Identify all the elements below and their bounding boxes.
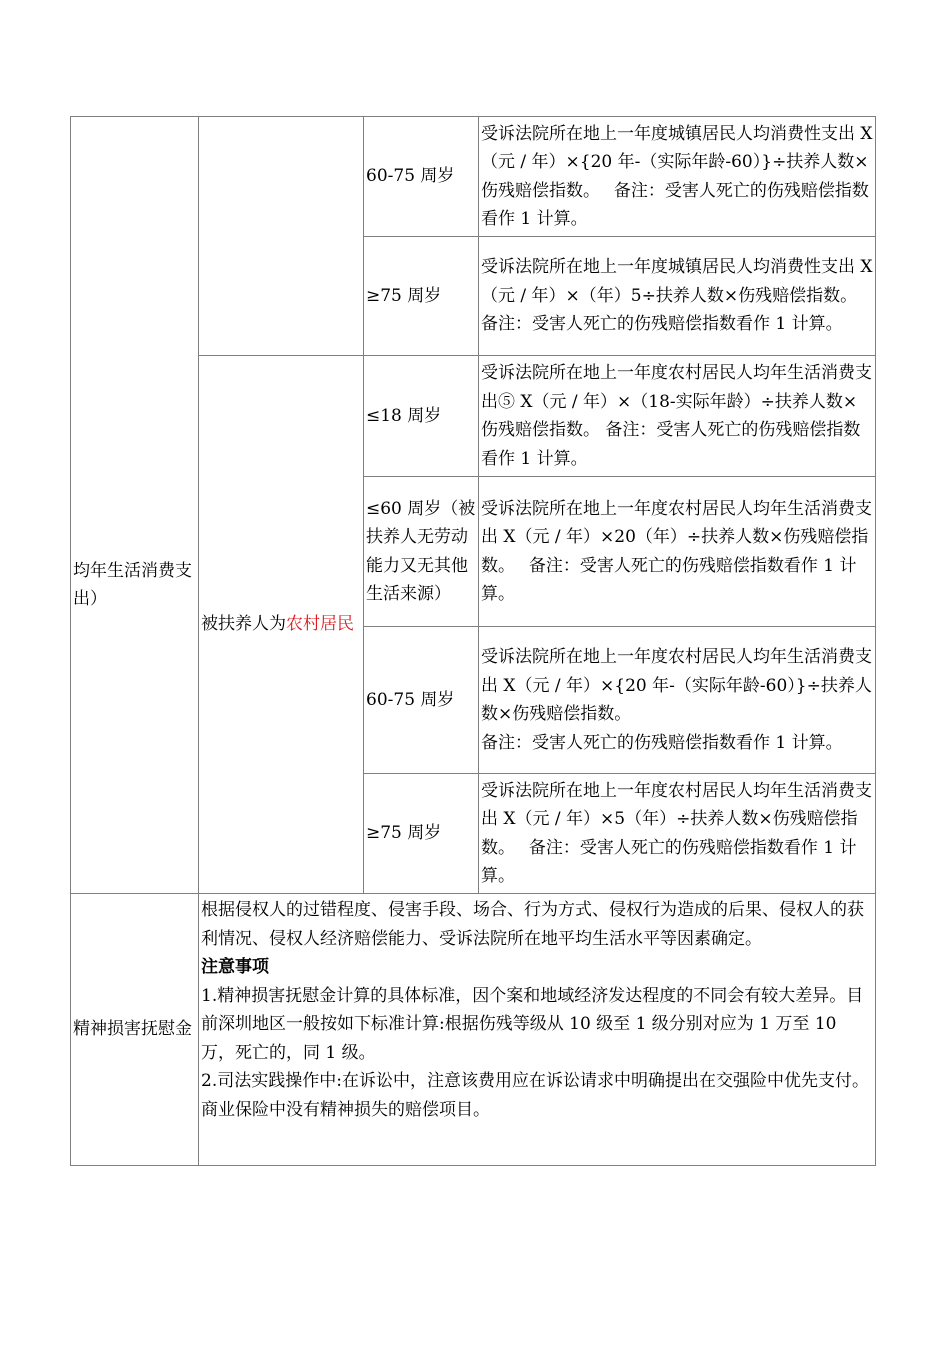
formula-cell xyxy=(479,117,876,237)
age-label: ≤18 周岁 xyxy=(366,405,442,426)
notes-title: 注意事项 xyxy=(201,957,269,977)
age-label: ≥75 周岁 xyxy=(366,823,442,844)
age-cell xyxy=(364,117,479,237)
table-row xyxy=(71,117,876,237)
urban-dependent-cell xyxy=(199,117,364,356)
rural-resident-highlight: 农村居民 xyxy=(286,614,354,635)
rural-dependent-label: 被扶养人为农村居民 xyxy=(201,614,354,635)
formula-text: 受诉法院所在地上一年度农村居民人均年生活消费支出 X（元 / 年）×20（年）÷扶养人数×伤残赔偿指数。 备注：受害人死亡的伤残赔偿指数看作 1 计算。 xyxy=(481,498,872,604)
mental-damage-cell xyxy=(199,894,876,1166)
age-cell xyxy=(364,356,479,477)
table-row xyxy=(71,894,876,1166)
category-cell xyxy=(71,117,199,894)
formula-cell xyxy=(479,237,876,356)
formula-text: 受诉法院所在地上一年度农村居民人均年生活消费支出 X（元 / 年）×5（年）÷扶养人数×伤残赔偿指数。 备注：受害人死亡的伤残赔偿指数看作 1 计算。 xyxy=(481,780,872,886)
category-living-label: 均年生活消费支出） xyxy=(73,560,192,609)
formula-text: 受诉法院所在地上一年度农村居民人均年生活消费支出 X（元 / 年）×{20 年-（实际年龄-60）}÷扶养人数×伤残赔偿指数。 xyxy=(481,647,872,724)
note-2: 2.司法实践操作中:在诉讼中，注意该费用应在诉讼请求中明确提出在交强险中优先支付。商业保险中没有精神损失的赔偿项目。 xyxy=(201,1071,869,1120)
formula-text: 受诉法院所在地上一年度城镇居民人均消费性支出 X（元 / 年）×（年）5÷扶养人数×伤残赔偿指数。 备注：受害人死亡的伤残赔偿指数看作 1 计算。 xyxy=(481,257,873,335)
formula-text: 受诉法院所在地上一年度城镇居民人均消费性支出 X（元 / 年）×{20 年-（实际年龄-60）}÷扶养人数×伤残赔偿指数。 备注：受害人死亡的伤残赔偿指数看作 1 计算。 xyxy=(481,123,873,229)
category-mental-label: 精神损害抚慰金 xyxy=(73,1019,192,1040)
mental-intro: 根据侵权人的过错程度、侵害手段、场合、行为方式、侵权行为造成的后果、侵权人的获利情况、侵权人经济赔偿能力、受诉法院所在地平均生活水平等因素确定。 xyxy=(201,900,864,949)
age-cell xyxy=(364,237,479,356)
age-cell xyxy=(364,477,479,627)
age-cell xyxy=(364,627,479,774)
rural-dependent-cell xyxy=(199,356,364,894)
note-1: 1.精神损害抚慰金计算的具体标准，因个案和地域经济发达程度的不同会有较大差异。目前深圳地区一般按如下标准计算:根据伤残等级从 10 级至 1 级分别对应为 1 万至 10 万，死亡的，同 1 级。 xyxy=(201,985,864,1063)
formula-cell xyxy=(479,477,876,627)
age-cell xyxy=(364,774,479,894)
formula-text: 受诉法院所在地上一年度农村居民人均年生活消费支出⑤ X（元 / 年）×（18-实际年龄）÷扶养人数×伤残赔偿指数。 备注：受害人死亡的伤残赔偿指数看作 1 计算。 xyxy=(481,363,872,469)
formula-cell xyxy=(479,627,876,774)
formula-cell xyxy=(479,774,876,894)
category-cell xyxy=(71,894,199,1166)
age-label: ≥75 周岁 xyxy=(366,285,442,306)
age-label: ≤60 周岁（被扶养人无劳动能力又无其他生活来源） xyxy=(366,498,476,604)
compensation-table xyxy=(70,116,876,1166)
age-label: 60-75 周岁 xyxy=(366,166,455,187)
age-label: 60-75 周岁 xyxy=(366,689,455,710)
formula-note: 备注：受害人死亡的伤残赔偿指数看作 1 计算。 xyxy=(481,732,843,753)
formula-cell xyxy=(479,356,876,477)
